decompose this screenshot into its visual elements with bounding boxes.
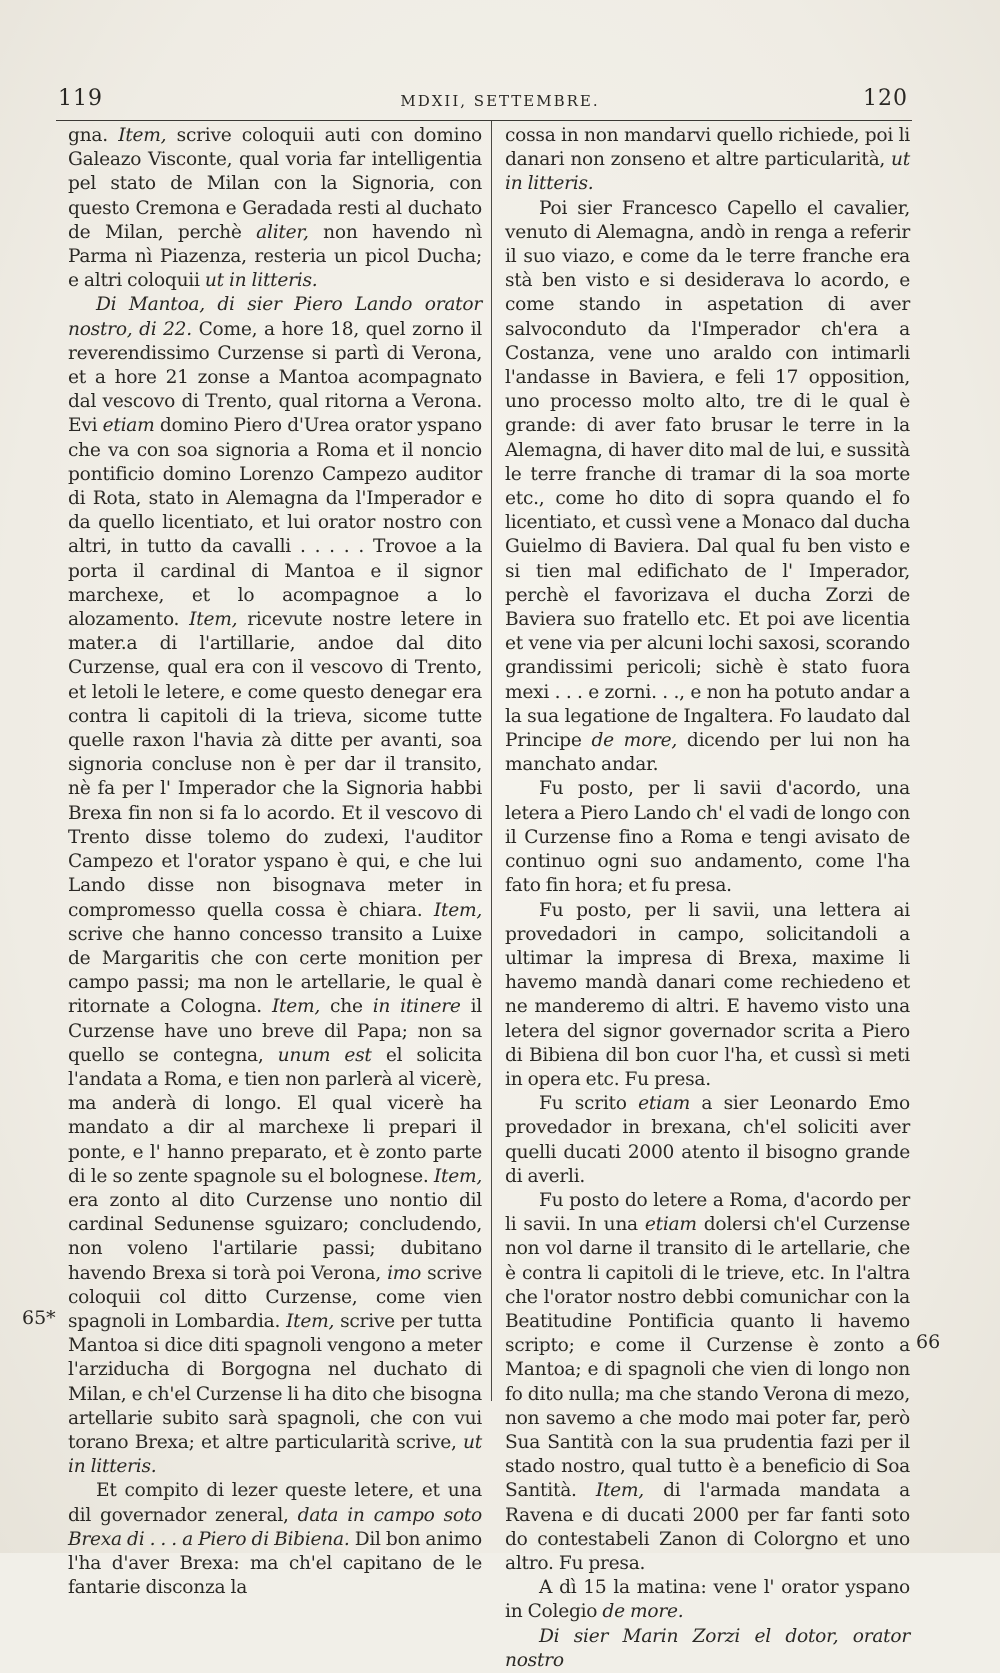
italic-run: de more, (591, 730, 678, 752)
italic-run: de more. (602, 1601, 684, 1623)
paragraph (505, 124, 910, 197)
text-run: dicendo per lui non ha manchato andar. (505, 730, 911, 776)
right-column (505, 124, 910, 1673)
italic-run: etiam (102, 415, 155, 437)
text-run: Fu posto do letere a Roma, d'acordo per li savii. In una (505, 1189, 910, 1236)
paragraph (505, 197, 910, 778)
text-run: non havendo nì Parma nì Piazenza, resteria un picol Ducha; e altri coloquii (68, 221, 482, 292)
paragraph (68, 124, 482, 293)
running-head (0, 86, 1000, 116)
italic-run: Item, (189, 609, 238, 631)
text-run: Fu posto, per li savii, una lettera ai provedadori in campo, solicitandoli a ultimar la impresa di Brexa, maxime li havemo mandà danari come rechiedeno et ne manderemo di altri. E havemo visto una letera del signor governador scrita a Piero di Bibiena dil bon cuor l'ha, et cussì si meti in opera etc. Fu presa. (505, 899, 910, 1090)
text-run: el solicita l'andata a Roma, e tien non parlerà al vicerè, ma anderà di longo. El qual vicerè ha mandato a dir al marchexe li prepari il ponte, e l' hanno preparato, et è zonto parte di le so zente spagnole su el bolognese. (68, 1044, 482, 1187)
margin-folio-right: 66 (916, 1331, 941, 1353)
text-run: scrive che hanno concesso transito a Luixe de Margaritis che con certe monition per campo passi; ma non le artellarie, le qual è ritornate a Cologna. (68, 923, 482, 1018)
left-column (68, 124, 482, 1600)
paragraph (505, 1189, 910, 1576)
italic-run: Item, (433, 899, 482, 921)
italic-run: ut in litteris. (68, 1431, 482, 1478)
text-run: cossa in non mandarvi quello richiede, poi li danari non zonseno et altre particularità, (505, 125, 910, 171)
paragraph (505, 1625, 910, 1673)
italic-run: Di sier Marin Zorzi el dotor, orator nostro (505, 1625, 910, 1671)
text-run: a sier Leonardo Emo provedador in brexana, ch'el soliciti aver quelli ducati 2000 atento il bisogno grande di averli. (505, 1093, 910, 1187)
text-run: Et compito di lezer queste letere, et una dil governador zeneral, (68, 1480, 482, 1526)
text-run: di l'armada mandata a Ravena e di ducati 2000 per far fanti soto do contestabeli Zanon di Colorgno et uno altro. Fu presa. (505, 1480, 910, 1574)
header-rule (56, 120, 912, 121)
paragraph (505, 1092, 910, 1189)
text-run: era zonto al dito Curzense uno nontio dil cardinal Sedunense sguizaro; concludendo, non voleno l'artilarie passi; dubitano havendo Brexa si torà poi Verona, (68, 1189, 482, 1284)
paragraph (505, 777, 910, 898)
text-run: domino Piero d'Urea orator yspano che va con soa signoria a Roma et il noncio pontificio domino Lorenzo Campezo auditor di Rota, stato in Alemagna da l'Imperador e da quello licentiato, et lui orator nostro con altri, in tutto da cavalli . . . . . Trovoe a la porta il cardinal di Mantoa e il signor marchexe, et lo acompagnoe a lo alozamento. (68, 415, 482, 631)
paragraph (505, 899, 910, 1093)
text-run: il Curzense have uno breve dil Papa; non sa quello se contegna, (68, 996, 482, 1066)
italic-run: Item, (286, 1310, 335, 1332)
text-run: Fu posto, per li savii d'acordo, una letera a Piero Lando ch' el vadi de longo con il Curzense fino a Roma e tengi avisato de continuo ogni suo andamento, come l'ha fato fin hora; et fu presa. (505, 778, 910, 897)
italic-run: ut in litteris. (204, 270, 318, 292)
text-run: gna. (68, 125, 119, 146)
text-run: scrive coloquii col ditto Curzense, come vien spagnoli in Lombardia. (68, 1262, 482, 1332)
italic-run: Di Mantoa, di sier Piero Lando orator nostro, di 22. (68, 294, 482, 340)
italic-run: Item, (271, 996, 321, 1018)
text-run: Poi sier Francesco Capello el cavalier, venuto di Alemagna, andò in renga a referir il suo viazo, e come da le terre franche era stà ben visto e si desiderava lo acordo, e come stando in aspetation di aver salvoconduto da l'Imperador ch'era a Costanza, vene uno araldo con intimarli l'andasse in Baviera, e feli 17 opposition, uno processo molto alto, tre di le qual è grande: di aver fato brusar le terre in la Alemagna, di haver dito mal de lui, e sussità le terre franche di tramar di la soa morte etc., come ho dito di sopra quando el fo licentiato, et cussì vene a Monaco dal ducha Guielmo di Baviera. Dal qual fu ben visto e si tien mal edifichato de l' Imperador, perchè el favorizava el ducha Zorzi de Baviera suo fratello etc. Et poi ave licentia et vene via per alcuni lochi saxosi, scorando grandissimi pericoli; sichè è stato fuora mexi . . . e zorni. . ., e non ha potuto andar a la sua legatione de Ingaltera. Fo laudato dal Principe (505, 197, 910, 752)
italic-run: etiam (638, 1093, 690, 1115)
italic-run: Item, (118, 125, 167, 146)
paragraph (505, 1576, 910, 1624)
italic-run: imo (387, 1262, 422, 1284)
paragraph (68, 293, 482, 1479)
margin-folio-left: 65* (22, 1307, 56, 1329)
italic-run: etiam (644, 1214, 697, 1236)
text-run: che (320, 996, 373, 1018)
text-run: Come, a hore 18, quel zorno il reverendissimo Curzense si partì di Verona, et a hore 21 zonse a Mantoa acompagnato dal vescovo di Trento, qual ritorna a Verona. Evi (68, 318, 482, 437)
page-number-left: 119 (58, 86, 103, 111)
italic-run: aliter, (256, 221, 309, 243)
running-title: MDXII, SETTEMBRE. (400, 92, 600, 110)
italic-run: Item, (433, 1165, 482, 1187)
text-run: scrive per tutta Mantoa si dice diti spagnoli vengono a meter l'arziducha di Borgogna nel duchato di Milan, e ch'el Curzense li ha dito che bisogna artellarie subito sarà spagnoli, che con vui torano Brexa; et altre particularità scrive, (68, 1310, 482, 1453)
column-divider (491, 121, 492, 1401)
text-run: ricevute nostre letere in mater.a di l'artillarie, andoe dal dito Curzense, qual era con il vescovo di Trento, et letoli le letere, e come questo denegar era contra li capitoli di la trieva, sicome tutte quelle raxon l'havia zà ditte per avanti, soa signoria concluse non è per dar il transito, nè fa per l' Imperador che la Signoria habbi Brexa fin non si fa lo acordo. Et il vescovo di Trento disse tolemo do zudexi, l'auditor Campezo et l'orator yspano è qui, e che lui Lando disse non bisognava meter in compromesso quella cossa è chiara. (68, 609, 482, 921)
italic-run: unum est (277, 1044, 372, 1066)
text-run: A dì 15 la matina: vene l' orator yspano in Colegio (505, 1577, 910, 1623)
italic-run: Item, (595, 1480, 644, 1502)
italic-run: in itinere (372, 996, 461, 1018)
text-run: scrive coloquii auti con domino Galeazo Visconte, qual voria far intelligentia pel stato de Milan con la Signoria, con questo Cremona e Geradada resti al duchato de Milan, perchè (68, 125, 482, 243)
paragraph (68, 1479, 482, 1600)
page-number-right: 120 (863, 86, 908, 111)
italic-run: data in campo soto Brexa di . . . a Piero di Bibiena. (68, 1504, 482, 1550)
text-run: Dil bon animo l'ha d'aver Brexa: ma ch'el capitano de le fantarie disconza la (68, 1528, 482, 1599)
text-run: dolersi ch'el Curzense non vol darne il transito di le artellarie, che è contra li capitoli di le trieve, etc. In l'altra che l'orator nostro debbi comunichar con la Beatitudine Pontificia quanto li havemo scripto; e come il Curzense è zonto a Mantoa; e di spagnoli che vien di longo non fo dito nulla; ma che stando Verona di mezo, non savemo a che modo mai poter far, però Sua Santità con la sua prudentia fazi per il stado nostro, qual tutto è a beneficio di Soa Santità. (505, 1214, 910, 1502)
text-run: Fu scrito (539, 1093, 639, 1115)
italic-run: ut in litteris. (505, 149, 910, 195)
